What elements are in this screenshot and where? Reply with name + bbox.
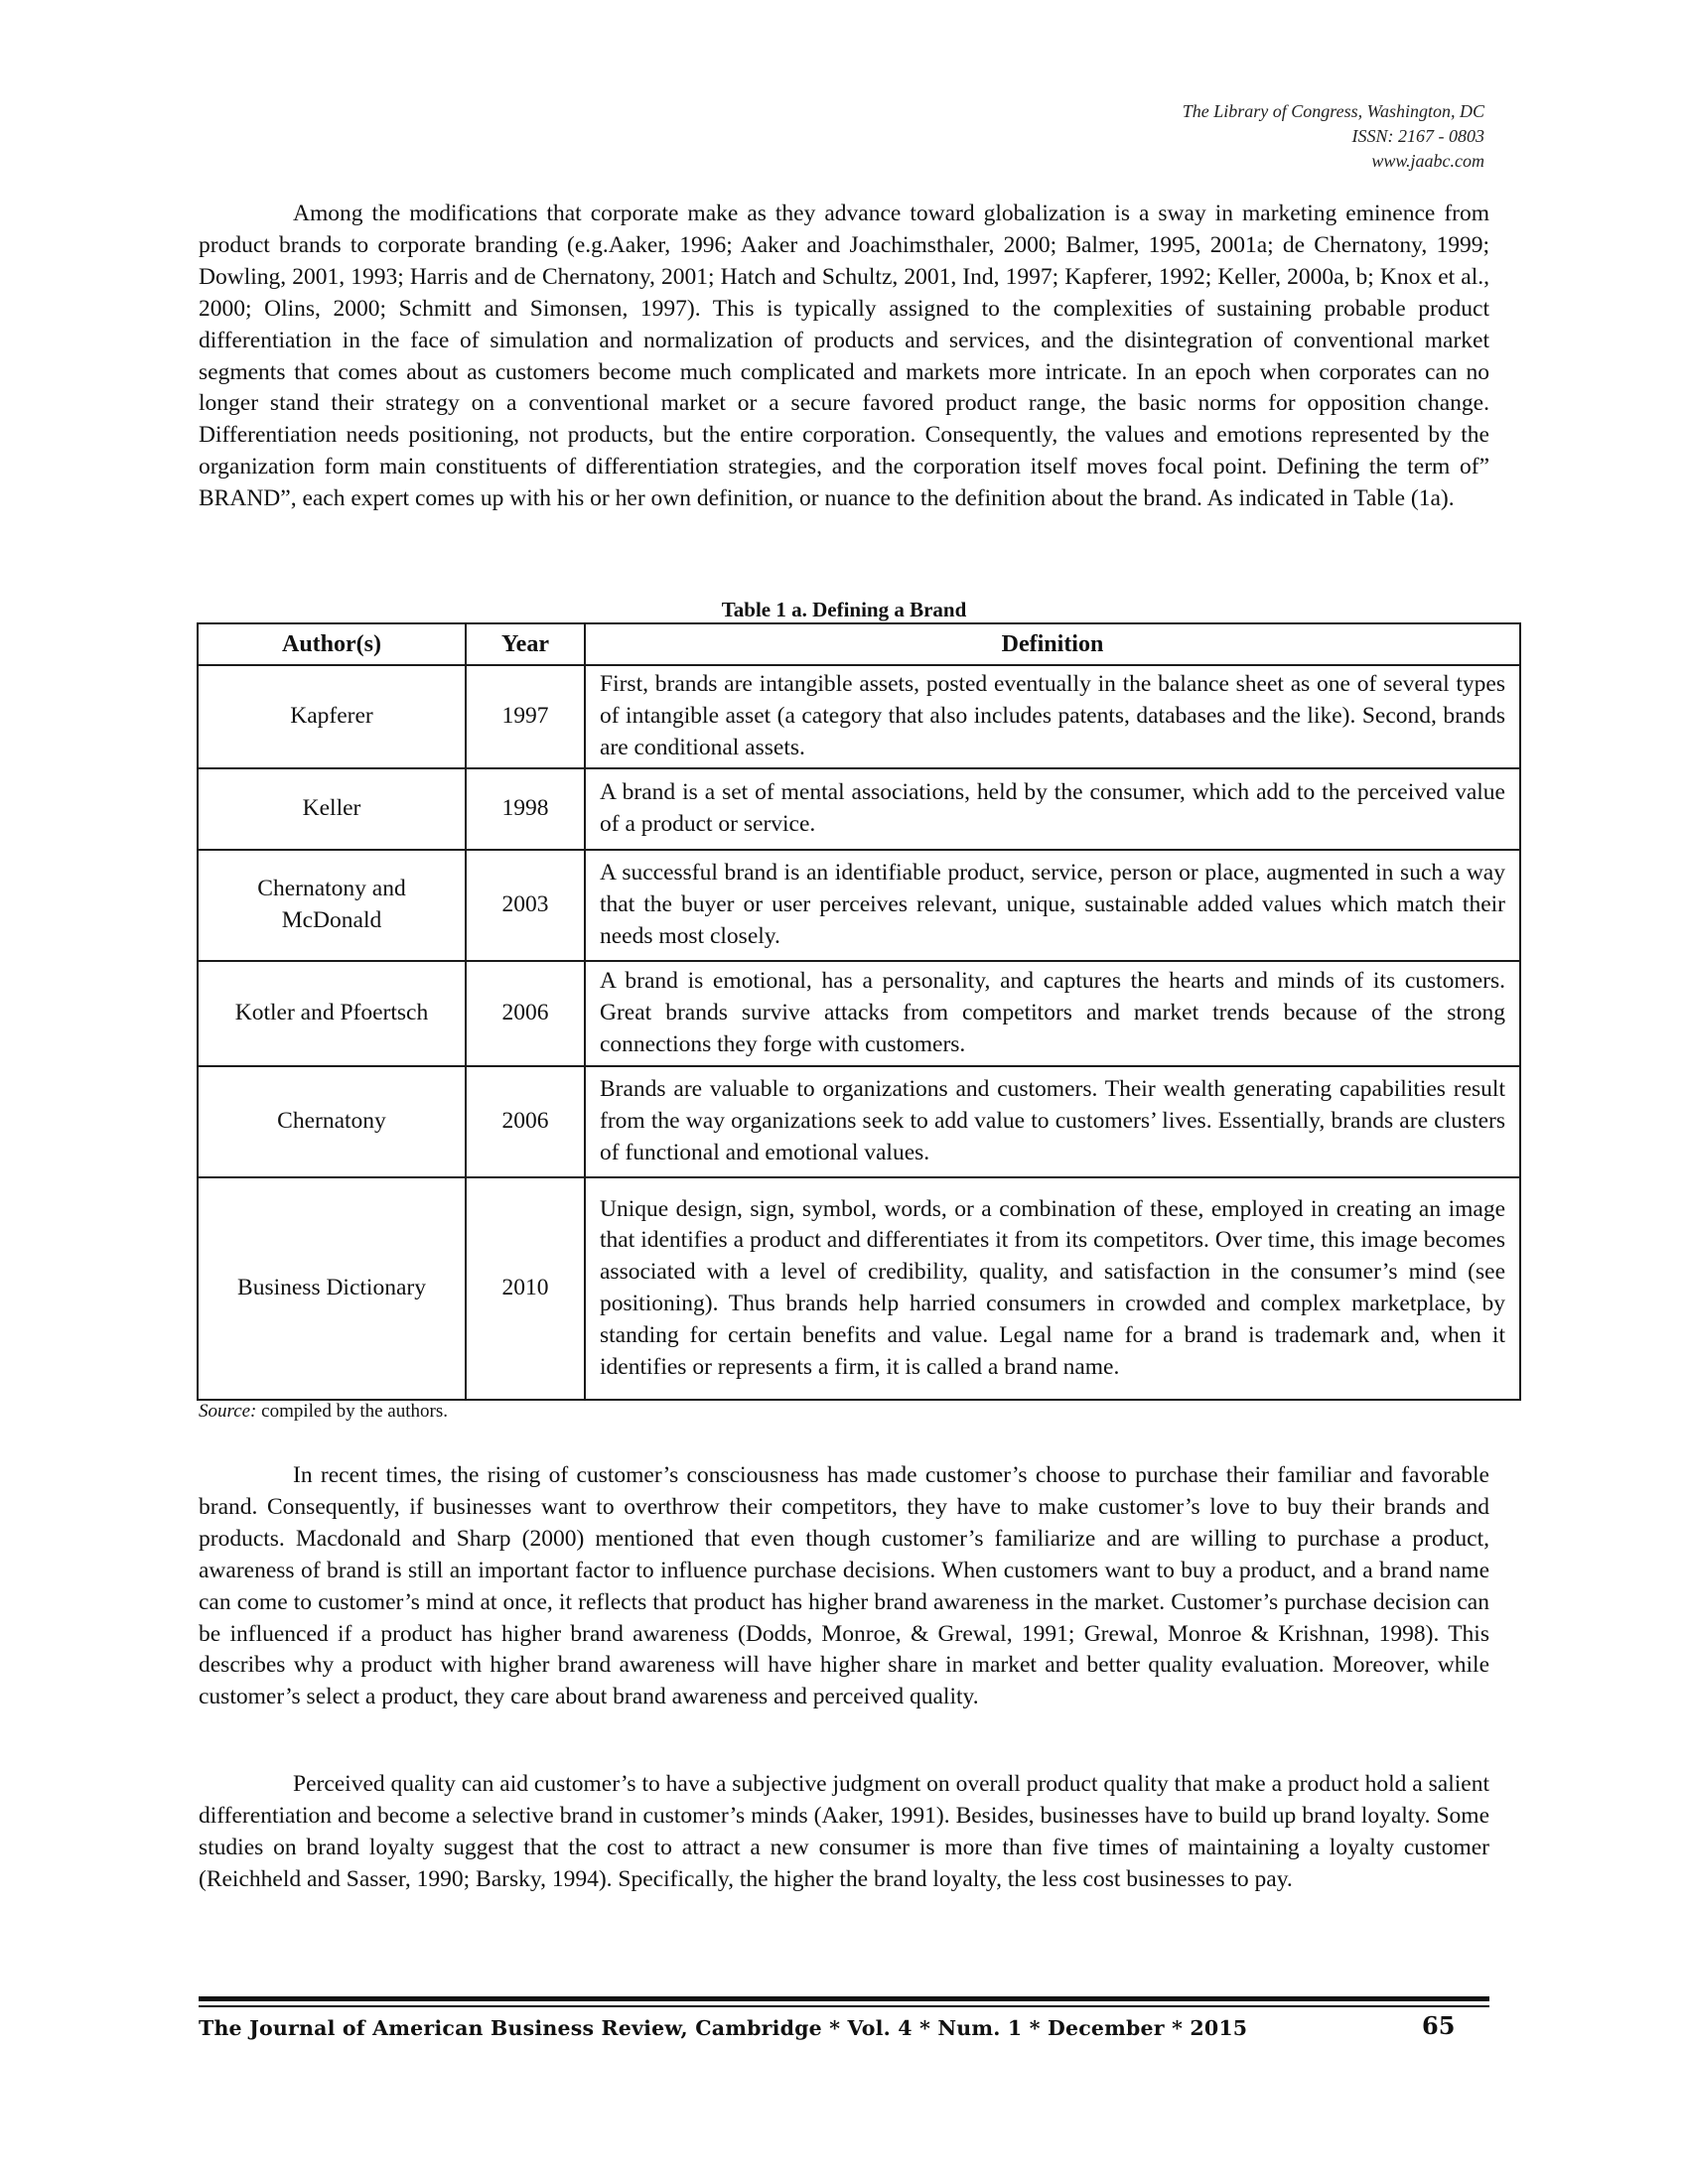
table-caption: Table 1 a. Defining a Brand xyxy=(721,598,967,621)
footer-rule-thin xyxy=(199,2005,1489,2007)
header-year: Year xyxy=(466,623,585,665)
body-paragraph-2: In recent times, the rising of customer’s consciousness has made customer’s choose to purchase their familiar and favorable brand. Consequently, if businesses want to overthrow their competitors, they have to make customer’s love to buy their brands and products. Macdonald and Sharp (2000) mentioned that even though customer’s familiarize and are willing to purchase a product, awareness of brand is still an important factor to influence purchase decisions. When customers want to buy a product, and a brand name can come to customer’s mind at once, it reflects that product has higher brand awareness in the market. Customer’s purchase decision can be influenced if a product has higher brand awareness (Dodds, Monroe, & Grewal, 1991; Grewal, Monroe & Krishnan, 1998). This describes why a product with higher brand awareness will have higher share in market and better quality evaluation. Moreover, while customer’s select a product, they care about brand awareness and perceived quality. xyxy=(199,1462,1489,1710)
year-cell: 2006 xyxy=(466,961,585,1066)
source-text: compiled by the authors. xyxy=(256,1401,448,1422)
header-url: www.jaabc.com xyxy=(1371,151,1484,171)
table-row xyxy=(198,665,1520,768)
table-row xyxy=(198,768,1520,850)
year-cell: 2003 xyxy=(466,850,585,961)
definition-cell: A brand is a set of mental associations, held by the consumer, which add to the perceived value of a product or service. xyxy=(585,768,1520,850)
author-cell: Keller xyxy=(198,768,466,850)
table-row xyxy=(198,850,1520,961)
header-library: The Library of Congress, Washington, DC xyxy=(1182,101,1484,121)
definition-cell: Unique design, sign, symbol, words, or a combination of these, employed in creating an image that identifies a product and differentiates it from its competitors. Over time, this image becomes associated with a level of credibility, quality, and satisfaction in the consumer’s mind (see positioning). Thus brands help harried consumers in crowded and complex marketplace, by standing for certain benefits and value. Legal name for a brand is trademark and, when it identifies or represents a firm, it is called a brand name. xyxy=(585,1177,1520,1400)
definition-cell: A successful brand is an identifiable product, service, person or place, augmented in such a way that the buyer or user perceives relevant, unique, sustainable added values which match their needs most closely. xyxy=(585,850,1520,961)
definition-cell: A brand is emotional, has a personality, and captures the hearts and minds of its customers. Great brands survive attacks from competitors and market trends because of the strong connections they forge with customers. xyxy=(585,961,1520,1066)
definition-cell: First, brands are intangible assets, posted eventually in the balance sheet as one of several types of intangible asset (a category that also includes patents, databases and the like). Second, brands are conditional assets. xyxy=(585,665,1520,768)
header-author: Author(s) xyxy=(198,623,466,665)
footer-rule-thick xyxy=(199,1996,1489,2001)
author-cell: Kapferer xyxy=(198,665,466,768)
running-header xyxy=(889,99,1484,174)
table-row xyxy=(198,1066,1520,1177)
table-header-row xyxy=(198,623,1520,665)
year-cell: 2010 xyxy=(466,1177,585,1400)
brand-definition-table xyxy=(197,622,1521,1401)
source-label: Source: xyxy=(199,1401,257,1422)
table-row xyxy=(198,961,1520,1066)
header-definition: Definition xyxy=(585,623,1520,665)
year-cell: 2006 xyxy=(466,1066,585,1177)
body-paragraph-1: Among the modifications that corporate make as they advance toward globalization is a sway in marketing eminence from product brands to corporate branding (e.g.Aaker, 1996; Aaker and Joachimsthaler, 2000; Balmer, 1995, 2001a; de Chernatony, 1999; Dowling, 2001, 1993; Harris and de Chernatony, 2001; Hatch and Schultz, 2001, Ind, 1997; Kapferer, 1992; Keller, 2000a, b; Knox et al., 2000; Olins, 2000; Schmitt and Simonsen, 1997). This is typically assigned to the complexities of sustaining probable product differentiation in the face of simulation and normalization of products and services, and the disintegration of conventional market segments that comes about as customers become much complicated and markets more intricate. In an epoch when corporates can no longer stand their strategy on a conventional market or a secure favored product range, the basic norms for opposition change. Differentiation needs positioning, not products, but the entire corporation. Consequently, the values and emotions represented by the organization form main constituents of differentiation strategies, and the corporation itself moves focal point. Defining the term of” BRAND”, each expert comes up with his or her own definition, or nuance to the definition about the brand. As indicated in Table (1a). xyxy=(199,201,1489,512)
author-cell: Chernatony and McDonald xyxy=(198,850,466,961)
year-cell: 1998 xyxy=(466,768,585,850)
table-row xyxy=(198,1177,1520,1400)
author-cell: Chernatony xyxy=(198,1066,466,1177)
body-paragraph-3: Perceived quality can aid customer’s to have a subjective judgment on overall product quality that make a product hold a salient differentiation and become a selective brand in customer’s minds (Aaker, 1991). Besides, businesses have to build up brand loyalty. Some studies on brand loyalty suggest that the cost to attract a new consumer is more than five times of maintaining a loyalty customer (Reichheld and Sasser, 1990; Barsky, 1994). Specifically, the higher the brand loyalty, the less cost businesses to pay. xyxy=(199,1771,1489,1892)
author-cell: Business Dictionary xyxy=(198,1177,466,1400)
header-issn: ISSN: 2167 - 0803 xyxy=(1351,126,1484,146)
year-cell: 1997 xyxy=(466,665,585,768)
page-number: 65 xyxy=(1422,2011,1456,2040)
footer-journal-citation: The Journal of American Business Review, Cambridge * Vol. 4 * Num. 1 * December * 2015 xyxy=(199,2016,1248,2040)
table-source-note xyxy=(199,1400,448,1424)
definition-cell: Brands are valuable to organizations and customers. Their wealth generating capabilities result from the way organizations seek to add value to customers’ lives. Essentially, brands are clusters of functional and emotional values. xyxy=(585,1066,1520,1177)
author-cell: Kotler and Pfoertsch xyxy=(198,961,466,1066)
